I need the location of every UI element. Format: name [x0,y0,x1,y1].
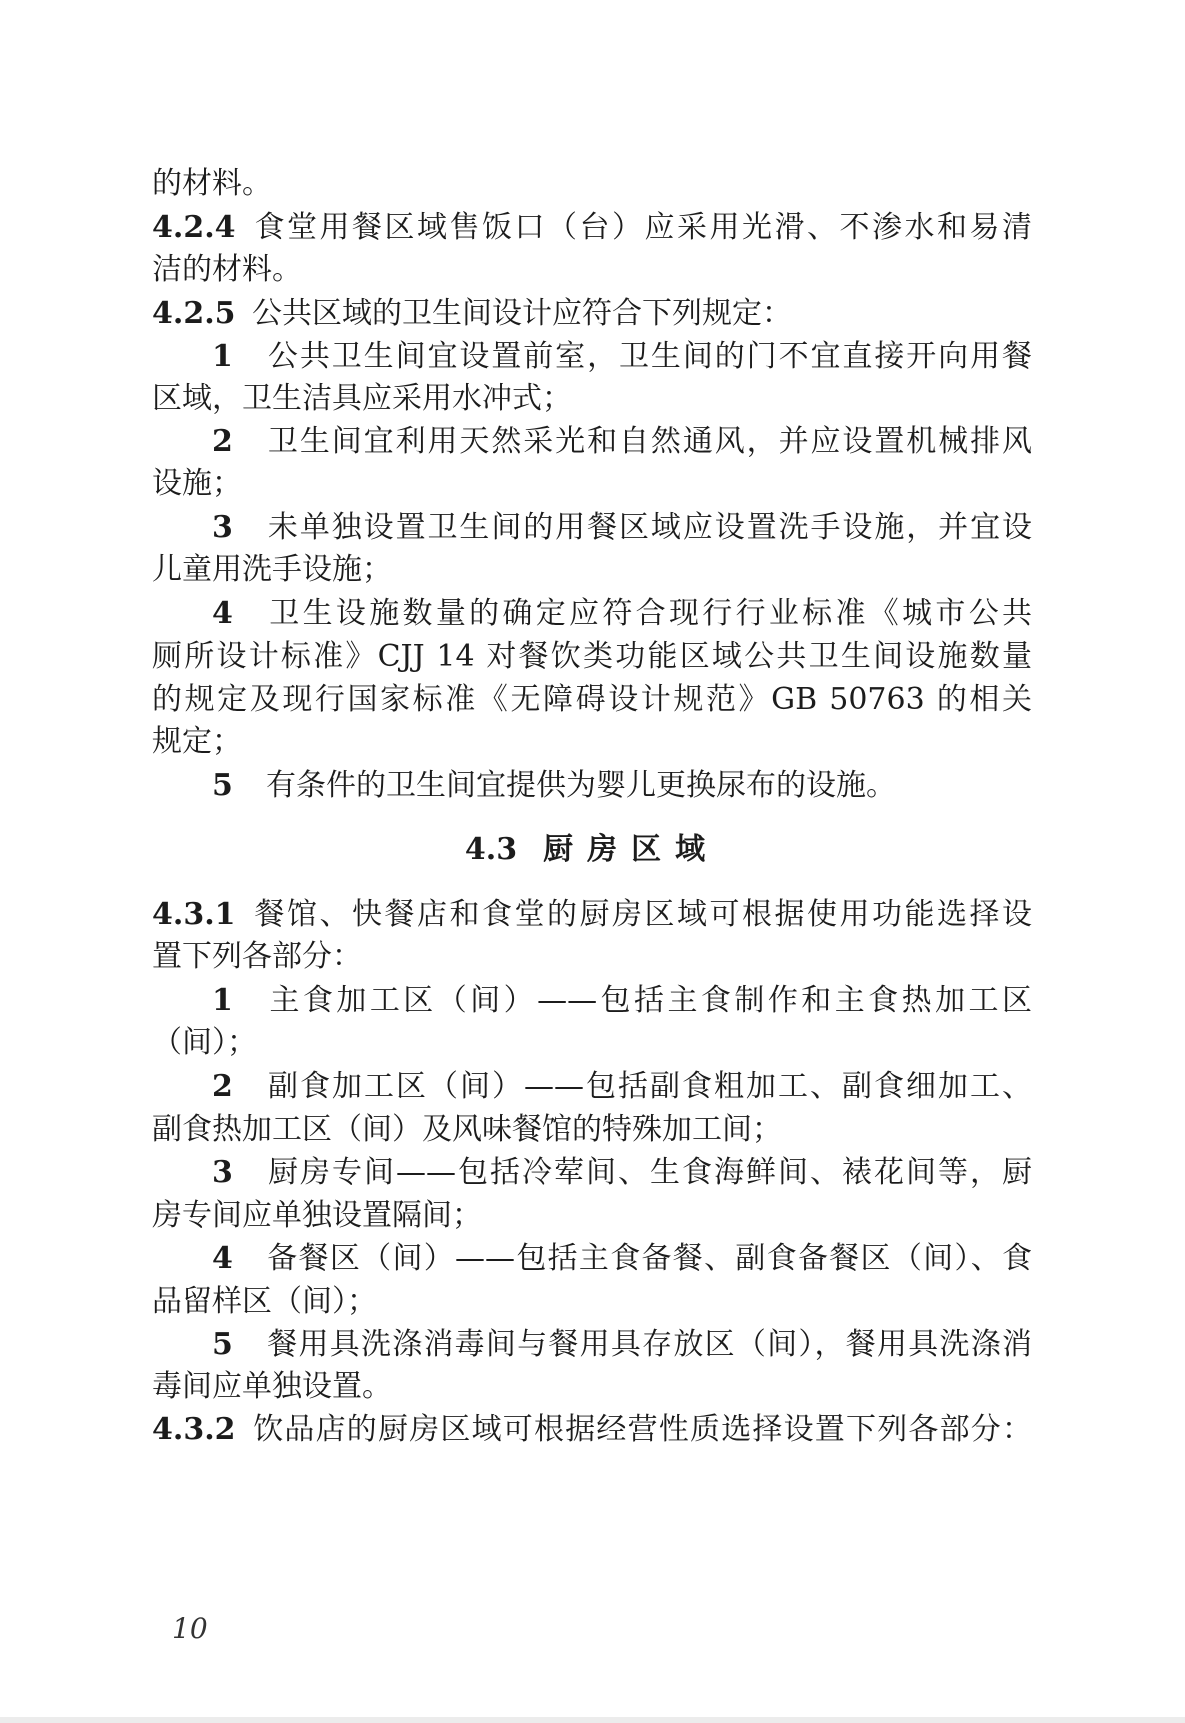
item-line: 5 餐用具洗涤消毒间与餐用具存放区（间），餐用具洗涤消 [152,1325,1032,1365]
item-line: 2 副食加工区（间）——包括副食粗加工、副食细加工、 [152,1067,1032,1107]
item-line: 1 主食加工区（间）——包括主食制作和主食热加工区 [152,981,1032,1021]
text-line: 规定； [152,724,242,759]
item-number: 5 [212,768,233,803]
item-line: 3 厨房专间——包括冷荤间、生食海鲜间、裱花间等，厨 [152,1153,1032,1193]
clause-4-3-2-line: 4.3.2 饮品店的厨房区域可根据经营性质选择设置下列各部分： [152,1410,1032,1450]
clause-number: 4.3.2 [152,1412,236,1447]
item-line: 4 卫生设施数量的确定应符合现行行业标准《城市公共 [152,594,1032,634]
item-line: 4 备餐区（间）——包括主食备餐、副食备餐区（间）、食 [152,1239,1032,1279]
text-line: 房专间应单独设置隔间； [152,1198,482,1233]
clause-4-2-4-line: 4.2.4 食堂用餐区域售饭口（台）应采用光滑、不渗水和易清 [152,208,1032,248]
clause-4-3-1-line: 4.3.1 餐馆、快餐店和食堂的厨房区域可根据使用功能选择设 [152,895,1032,935]
item-number: 3 [212,510,233,545]
text-line: 的材料。 [152,166,272,201]
text-line: 置下列各部分： [152,939,362,974]
page-number: 10 [172,1612,208,1645]
item-line: 2 卫生间宜利用天然采光和自然通风，并应设置机械排风 [152,422,1032,462]
item-number: 2 [212,1069,233,1104]
page-bottom-edge [0,1717,1185,1723]
text-line: 区域，卫生洁具应采用水冲式； [152,381,572,416]
clause-number: 4.2.5 [152,296,236,331]
item-number: 2 [212,424,233,459]
item-number: 4 [212,596,233,631]
item-number: 4 [212,1241,233,1276]
section-title: 厨房区域 [543,832,720,867]
text-line: 的规定及现行国家标准《无障碍设计规范》GB 50763 的相关 [152,682,1032,717]
clause-4-2-5-line: 4.2.5 公共区域的卫生间设计应符合下列规定： [152,294,1032,334]
item-number: 1 [212,983,233,1018]
text-line: 设施； [152,466,242,501]
item-line: 1 公共卫生间宜设置前室，卫生间的门不宜直接开向用餐 [152,337,1032,377]
text-line: 厕所设计标准》CJJ 14 对餐饮类功能区域公共卫生间设施数量 [152,639,1032,674]
item-number: 5 [212,1327,233,1362]
section-heading [152,830,1032,870]
text-line: 副食热加工区（间）及风味餐馆的特殊加工间； [152,1112,782,1147]
text-line: 洁的材料。 [152,252,302,287]
text-line: （间）； [152,1025,257,1060]
item-number: 1 [212,339,233,374]
clause-number: 4.2.4 [152,210,236,245]
item-line: 3 未单独设置卫生间的用餐区域应设置洗手设施，并宜设 [152,508,1032,548]
section-number: 4.3 [464,832,518,867]
text-line: 毒间应单独设置。 [152,1369,392,1404]
text-line: 儿童用洗手设施； [152,552,392,587]
clause-number: 4.3.1 [152,897,236,932]
text-line: 品留样区（间）； [152,1284,377,1319]
item-line: 5 有条件的卫生间宜提供为婴儿更换尿布的设施。 [152,766,1032,806]
item-number: 3 [212,1155,233,1190]
